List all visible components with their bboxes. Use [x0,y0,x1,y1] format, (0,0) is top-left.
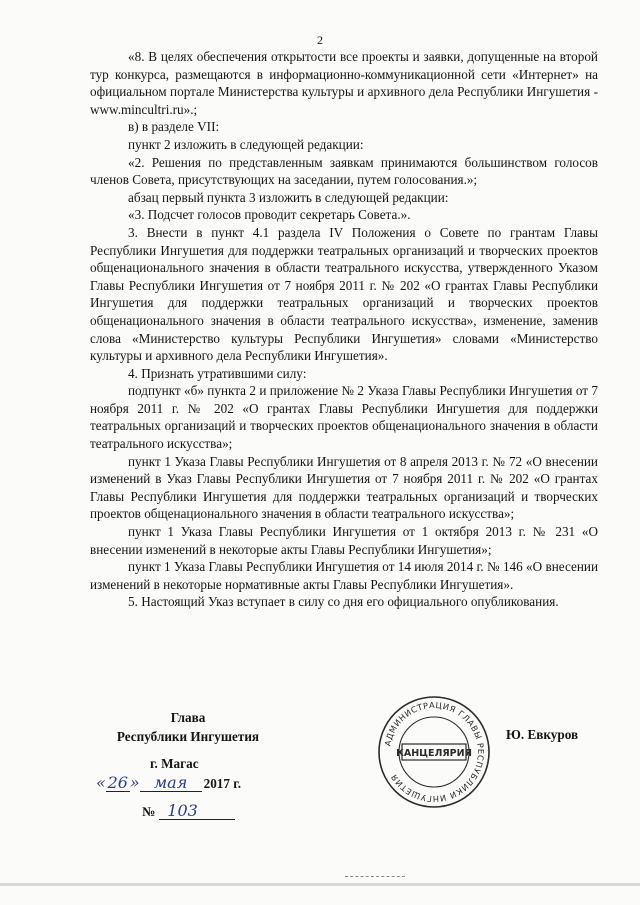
scan-artifact [0,883,640,886]
stamp-ring-text: АДМИНИСТРАЦИЯ ГЛАВЫ РЕСПУБЛИКИ ИНГУШЕТИЯ [382,699,487,805]
number-value: 103 [159,803,235,820]
signing-date [96,773,241,792]
date-close-quote: » [129,773,140,792]
paragraph: «8. В целях обеспечения открытости все проекты и заявки, допущенные на второй тур конкурса, размещаются в информационно-коммуникационной сети «Интернет» на официальном портале Министерства культуры и архивного дела Республики Ингушетия - www.mincultri.ru».; [90,49,598,117]
paragraph: «2. Решения по представленным заявкам принимаются большинством голосов членов Совета, присутствующих на заседании, путем голосования.»; [90,154,598,188]
paragraph: пункт 2 изложить в следующей редакции: [128,136,364,152]
page-number: 2 [317,33,323,47]
date-open-quote: « [96,773,106,792]
paragraph: 4. Признать утратившими силу: [128,365,307,381]
signatory-title-line: Республики Ингушетия [116,729,260,744]
paragraph: «3. Подсчет голосов проводит секретарь Совета.». [128,207,411,223]
decree-body [90,48,598,611]
paragraph: пункт 1 Указа Главы Республики Ингушетия от 1 октября 2013 г. № 231 «О внесении изменений в некоторые акты Главы Республики Ингушетия»; [90,524,598,557]
date-day: 26 [107,773,128,792]
paragraph: пункт 1 Указа Главы Республики Ингушетия от 14 июля 2014 г. № 146 «О внесении изменений в некоторые нормативные акты Главы Республики Ингушетия». [90,559,598,592]
signatory-name: Ю. Евкуров [506,727,579,742]
signatory-title [98,708,278,746]
number-label: № [142,804,156,819]
paragraph: 3. Внести в пункт 4.1 раздела IV Положения о Совете по грантам Главы Республики Ингушетия для поддержки театральных организаций и творческих проектов общенационального значения в области театрального искусства, утвержденного Указом Главы Республики Ингушетия от 7 ноября 2011 г. № 202 «О грантах Главы Республики Ингушетия для поддержки театральных организаций и творческих проектов общенационального значения в области театрального искусства», изменение, заменив слова «Министерство культуры Республики Ингушетия» словами «Министерство культуры и архивного дела Республики Ингушетия». [90,224,598,364]
paragraph: в) в разделе VII: [128,119,220,135]
paragraph: пункт 1 Указа Главы Республики Ингушетия от 8 апреля 2013 г. № 72 «О внесении изменений в Указ Главы Республики Ингушетия от 7 ноября 2011 г. № 202 «О грантах Главы Республики Ингушетия для поддержки театральных организаций и творческих проектов общенационального значения в области театрального искусства»; [90,453,598,522]
paragraph: 5. Настоящий Указ вступает в силу со дня его официального опубликования. [128,594,559,610]
date-month: мая [140,775,202,792]
paragraph: абзац первый пункта 3 изложить в следующей редакции: [128,189,449,205]
date-year: 2017 г. [203,776,242,791]
paragraph: подпункт «б» пункта 2 и приложение № 2 Указа Главы Республики Ингушетия от 7 ноября 2011 г. № 202 «О грантах Главы Республики Ингушетия для поддержки театральных организаций и творческих проектов общенационального значения в области театрального искусства»; [90,383,598,452]
decree-number [142,803,235,820]
signing-city: г. Магас [150,756,199,771]
scan-artifact [345,876,405,878]
stamp-center-text: КАНЦЕЛЯРИЯ [396,748,472,759]
signatory-title-line: Глава [170,710,206,725]
official-stamp [376,694,492,810]
